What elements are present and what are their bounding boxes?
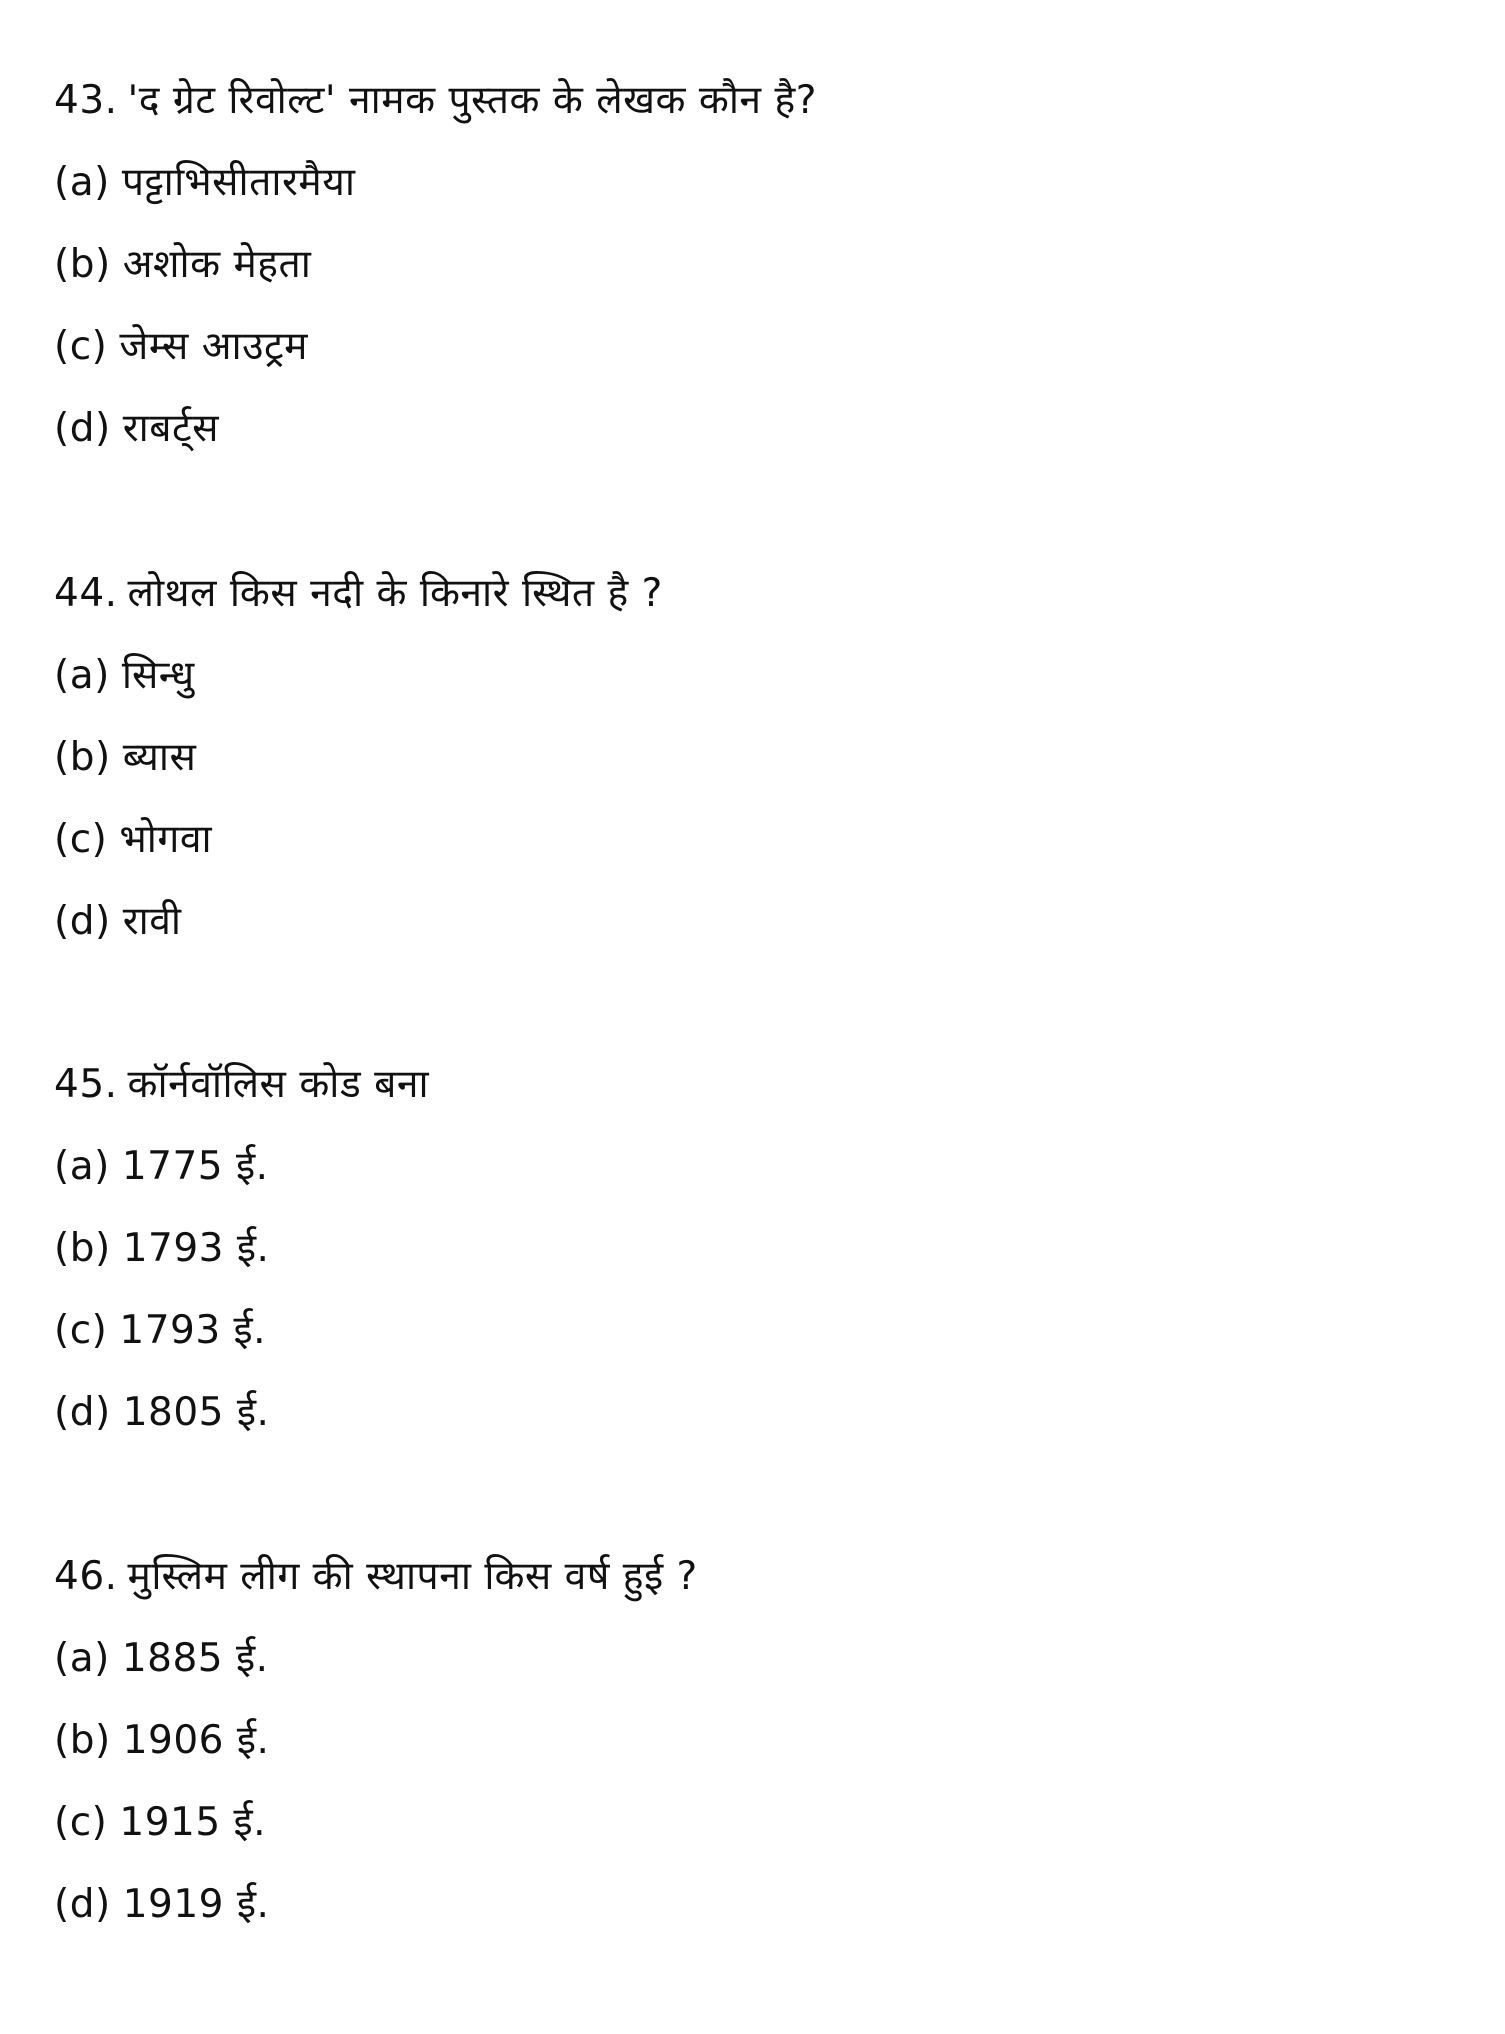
option-letter: (c) [54, 1308, 108, 1353]
option-letter: (d) [54, 1390, 111, 1435]
option-text: राबर्ट्स [122, 406, 220, 451]
option-a [54, 1618, 1454, 1700]
question-number: 43. [54, 78, 118, 123]
option-letter: (a) [54, 1636, 110, 1681]
option-text: सिन्धु [121, 653, 195, 698]
option-letter: (a) [54, 653, 110, 698]
option-c [54, 306, 1454, 388]
option-d [54, 1372, 1454, 1454]
option-text: 1793 ई. [122, 1226, 270, 1271]
question-label: मुस्लिम लीग की स्थापना किस वर्ष हुई ? [127, 1554, 698, 1599]
option-a [54, 1126, 1454, 1208]
question-43 [54, 60, 1454, 470]
question-44 [54, 553, 1454, 963]
option-letter: (a) [54, 1144, 110, 1189]
option-letter: (a) [54, 160, 110, 205]
option-letter: (c) [54, 1800, 108, 1845]
question-number: 46. [54, 1554, 118, 1599]
option-letter: (d) [54, 899, 111, 944]
option-text: 1885 ई. [121, 1636, 269, 1681]
option-text: ब्यास [122, 735, 197, 780]
question-number: 45. [54, 1062, 118, 1107]
option-b [54, 224, 1454, 306]
option-text: 1793 ई. [119, 1308, 267, 1353]
question-label: लोथल किस नदी के किनारे स्थित है ? [127, 571, 663, 616]
option-text: अशोक मेहता [122, 242, 312, 287]
option-letter: (d) [54, 406, 111, 451]
option-text: 1805 ई. [122, 1390, 270, 1435]
option-text: 1906 ई. [122, 1718, 270, 1763]
option-text: पट्टाभिसीतारमैया [121, 160, 356, 205]
option-letter: (d) [54, 1882, 111, 1927]
option-b [54, 1700, 1454, 1782]
question-number: 44. [54, 571, 118, 616]
question-46 [54, 1536, 1454, 1946]
option-d [54, 388, 1454, 470]
option-text: भोगवा [119, 817, 213, 862]
question-45 [54, 1044, 1454, 1454]
option-c [54, 799, 1454, 881]
option-text: 1915 ई. [119, 1800, 267, 1845]
option-d [54, 1864, 1454, 1946]
question-label: कॉर्नवॉलिस कोड बना [127, 1062, 430, 1107]
option-letter: (c) [54, 817, 108, 862]
question-text [54, 60, 1454, 142]
option-b [54, 717, 1454, 799]
option-a [54, 635, 1454, 717]
option-text: 1775 ई. [121, 1144, 269, 1189]
option-letter: (b) [54, 1718, 111, 1763]
option-letter: (b) [54, 1226, 111, 1271]
question-text [54, 1536, 1454, 1618]
option-letter: (b) [54, 735, 111, 780]
option-c [54, 1782, 1454, 1864]
option-d [54, 881, 1454, 963]
question-text [54, 1044, 1454, 1126]
option-b [54, 1208, 1454, 1290]
option-a [54, 142, 1454, 224]
option-text: जेम्स आउट्रम [119, 324, 308, 369]
option-letter: (c) [54, 324, 108, 369]
option-letter: (b) [54, 242, 111, 287]
option-text: रावी [122, 899, 182, 944]
option-text: 1919 ई. [122, 1882, 270, 1927]
question-text [54, 553, 1454, 635]
option-c [54, 1290, 1454, 1372]
question-label: 'द ग्रेट रिवोल्ट' नामक पुस्तक के लेखक कौन है? [127, 78, 817, 123]
